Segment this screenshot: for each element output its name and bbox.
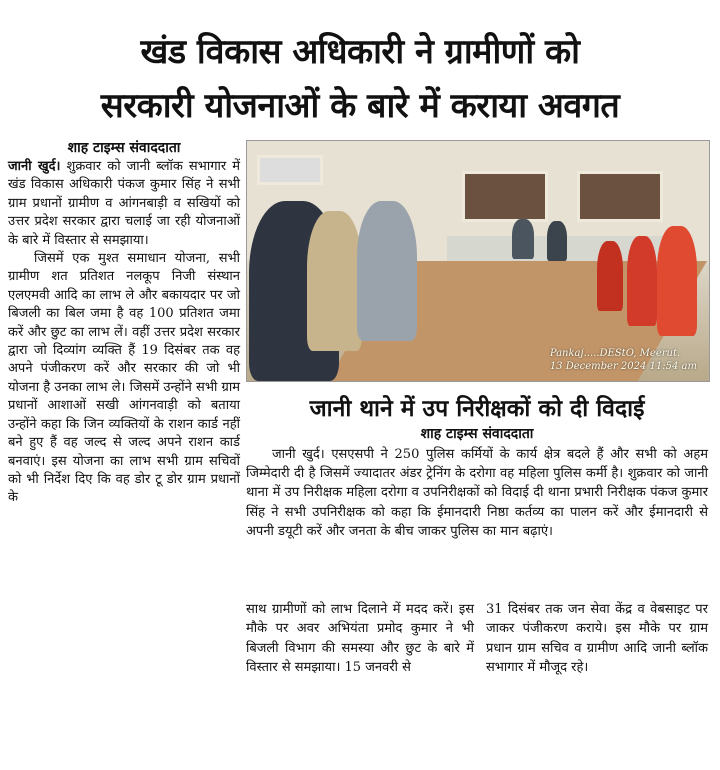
story2-byline: शाह टाइम्स संवाददाता xyxy=(420,426,534,442)
photo-person xyxy=(307,211,362,351)
story1-byline: शाह टाइम्स संवाददाता xyxy=(67,140,181,156)
headline-line-2: सरकारी योजनाओं के बारे में कराया अवगत xyxy=(100,86,620,126)
story1-paragraph-1 xyxy=(8,158,240,250)
story1-paragraph-2: जिसमें एक मुश्त समाधान योजना, सभी ग्रामीण शत प्रतिशत नलकूप निजी संस्थान एलएमवी आदि का लाभ ले और बकायदार पर जो बिजली का बिल जमा है वह 100 प्रतिशत जमा करें और छुट का लाभ लें। वहीं उत्तर प्रदेश सरकार द्वारा जो दिव्यांग व्यक्ति हैं 19 दिसंबर तक वह अपने पंजीकरण करें और सरकार की जो भी योजना है उनका लाभ ले। जिसमें उन्होंने सभी ग्राम प्रधानों आशाओं सखी आंगनवाड़ी को बताया उन्होंने कहा कि जिन व्यक्तियों के राशन कार्ड नहीं बने हुए हैं वह जल्द से जल्द अपने राशन कार्ड बनवाएं। इस योजना का लाभ सभी ग्राम सचिवों को भी निर्देश दिए कि वह डोर टू डोर ग्राम प्रधानों के xyxy=(8,251,240,506)
story1-continuation-right: 31 दिसंबर तक जन सेवा केंद्र व वेबसाइट पर जाकर पंजीकरण कराये। इस मौके पर ग्राम प्रधान ग्राम सचिव व ग्रामीण आदि जानी ब्लॉक सभागार में मौजूद रहे। xyxy=(486,602,708,676)
meeting-photo xyxy=(246,140,710,382)
photo-person xyxy=(597,241,623,311)
photo-window xyxy=(257,155,323,185)
photo-watermark-line-2: 13 December 2024 11:54 am xyxy=(549,361,697,372)
story1-column-left xyxy=(8,138,240,508)
photo-person xyxy=(357,201,417,341)
photo-person xyxy=(512,219,534,259)
photo-window xyxy=(462,171,548,222)
photo-person xyxy=(627,236,657,326)
photo-window xyxy=(577,171,663,222)
photo-person xyxy=(547,221,567,261)
story1-dateline: जानी खुर्द। xyxy=(8,159,61,174)
story2 xyxy=(246,393,708,541)
photo-watermark xyxy=(550,347,697,373)
story1-column-mid xyxy=(246,600,474,678)
story1-column-right xyxy=(486,600,708,678)
story2-title: जानी थाने में उप निरीक्षकों को दी विदाई xyxy=(309,396,645,422)
story1-continuation-mid: साथ ग्रामीणों को लाभ दिलाने में मदद करें। इस मौके पर अवर अभियंता प्रमोद कुमार ने भी बिजली विभाग की समस्या और छुट के बारे में विस्तार से समझाया। 15 जनवरी से xyxy=(246,602,474,676)
photo-watermark-line-1: Pankaj.....DEStO, Meerut. xyxy=(549,348,681,359)
photo-person xyxy=(657,226,697,336)
story2-body: जानी खुर्द। एसएसपी ने 250 पुलिस कर्मियों के कार्य क्षेत्र बदले हैं और सभी को अहम जिम्मेदारी दी है जिसमें ज्यादातर अंडर ट्रेनिंग के दरोगा वह महिला पुलिस कर्मी है। शुक्रवार को जानी थाना में उप निरीक्षक महिला दरोगा व उपनिरीक्षकों को विदाई दी थाना प्रभारी निरीक्षक पंकज कुमार सिंह ने सभी उपनिरीक्षक को कहा कि ईमानदारी निष्ठा कर्तव्य का पालन करें और ईमानदारी से अपनी डयूटी करें और जनता के बीच जाकर पुलिस का मान बढ़ाएं। xyxy=(246,447,708,539)
story1-para1-text: शुक्रवार को जानी ब्लॉक सभागार में खंड विकास अधिकारी पंकज कुमार सिंह ने सभी ग्राम प्रधानों ग्रामीण व आंगनबाड़ी व सखियों को उत्तर प्रदेश सरकार द्वारा चलाई जा रही योजनाओं के बारे में विस्तार से समझाया। xyxy=(8,159,240,248)
headline-line-1: खंड विकास अधिकारी ने ग्रामीणों को xyxy=(140,32,580,72)
